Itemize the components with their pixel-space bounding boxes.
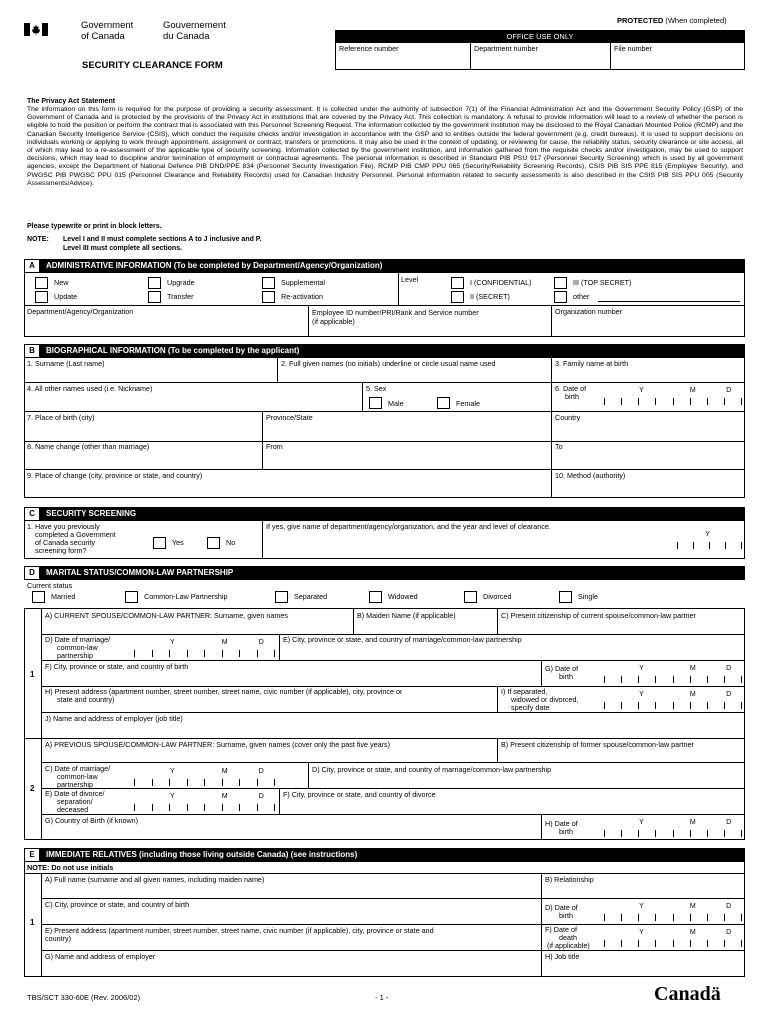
date-digit-tick [274, 779, 275, 786]
female-checkbox[interactable] [437, 397, 450, 409]
date-digit-tick [204, 779, 205, 786]
date-m-label: M [221, 639, 228, 646]
date-digit-tick [673, 398, 674, 405]
date-y-label: Y [639, 665, 644, 672]
date-digit-tick [707, 676, 708, 683]
date-digit-tick [604, 398, 605, 405]
country-field[interactable]: Country [555, 413, 581, 422]
date-d-label: D [726, 929, 732, 936]
dept-org-field[interactable]: Department/Agency/Organization [27, 307, 134, 316]
date-d-label: D [726, 665, 732, 672]
dob-label: 6. Date of birth [555, 384, 587, 401]
relative-dob-label: D) Date of birth [545, 903, 578, 920]
divorce-place-field[interactable]: F) City, province or state, and country of divorce [283, 790, 436, 799]
date-digit-tick [673, 940, 674, 947]
date-digit-tick [690, 830, 691, 837]
date-digit-tick [169, 779, 170, 786]
section-e-header: E IMMEDIATE RELATIVES (including those living outside Canada) (see instructions) [24, 848, 745, 862]
relative-name-field[interactable]: A) Full name (surname and all given names, including maiden name) [45, 875, 265, 884]
date-digit-tick [621, 676, 622, 683]
relative-employer-field[interactable]: G) Name and address of employer [45, 952, 156, 961]
current-marriage-place-field[interactable]: E) City, province or state, and country of marriage/common-law partnership [283, 635, 522, 644]
date-digit-tick [690, 398, 691, 405]
separation-date-field[interactable] [600, 688, 745, 710]
date-digit-tick [239, 804, 240, 811]
date-digit-tick [655, 398, 656, 405]
relative-death-date-label: F) Date of death (if applicable) [545, 925, 590, 950]
date-digit-tick [604, 830, 605, 837]
date-digit-tick [204, 650, 205, 657]
male-checkbox[interactable] [369, 397, 382, 409]
date-digit-tick [709, 542, 710, 549]
date-y-label: Y [639, 929, 644, 936]
date-digit-tick [690, 676, 691, 683]
date-digit-tick [638, 676, 639, 683]
section-b-header: B BIOGRAPHICAL INFORMATION (To be completed by the applicant) [24, 344, 745, 358]
date-digit-tick [638, 830, 639, 837]
canada-wordmark: Canadä [654, 983, 721, 1005]
current-dob-label: G) Date of birth [545, 664, 579, 681]
relative-birthplace-field[interactable]: C) City, province or state, and country of birth [45, 900, 190, 909]
surname-field[interactable]: 1. Surname (Last name) [27, 359, 105, 368]
relative-dob-date-field[interactable] [600, 900, 745, 922]
current-spouse-name-field[interactable]: A) CURRENT SPOUSE/COMMON-LAW PARTNER: Surname, given names [45, 611, 288, 620]
previous-marriage-date-field[interactable] [130, 765, 278, 787]
date-digit-tick [741, 398, 742, 405]
date-digit-tick [724, 398, 725, 405]
current-marriage-date-label: D) Date of marriage/ common-law partnership [45, 635, 111, 660]
date-digit-tick [655, 676, 656, 683]
previous-citizenship-field[interactable]: B) Present citizenship of former spouse/common-law partner [501, 740, 694, 749]
previous-marriage-place-field[interactable]: D) City, province or state, and country of marriage/common-law partnership [312, 765, 552, 774]
department-number-field[interactable]: Department number [474, 44, 538, 53]
to-field[interactable]: To [555, 442, 563, 451]
date-digit-tick [673, 676, 674, 683]
date-digit-tick [741, 914, 742, 921]
current-marriage-date-field[interactable] [130, 636, 278, 658]
date-d-label: D [258, 768, 264, 775]
canada-flag-logo [24, 23, 48, 36]
date-digit-tick [741, 702, 742, 709]
previous-spouse-name-field[interactable]: A) PREVIOUS SPOUSE/COMMON-LAW PARTNER: Surname, given names (cover only the past five years) [45, 740, 390, 749]
other-checkbox[interactable] [554, 291, 567, 303]
date-d-label: D [726, 691, 732, 698]
widowed-checkbox[interactable] [369, 591, 382, 603]
date-digit-tick [134, 804, 135, 811]
divorced-checkbox[interactable] [464, 591, 477, 603]
section-c-header: C SECURITY SCREENING [24, 507, 745, 521]
form-number: TBS/SCT 330-60E (Rev. 2006/02) [27, 993, 141, 1002]
date-digit-tick [638, 940, 639, 947]
separated-checkbox[interactable] [275, 591, 288, 603]
typewrite-instruction: Please typewrite or print in block letters. [27, 223, 162, 230]
confidential-checkbox[interactable] [451, 277, 464, 289]
date-digit-tick [604, 702, 605, 709]
government-en: Government of Canada [81, 20, 134, 42]
supplemental-checkbox[interactable] [262, 277, 275, 289]
date-digit-tick [655, 702, 656, 709]
date-digit-tick [604, 676, 605, 683]
date-digit-tick [741, 542, 742, 549]
employee-id-field[interactable]: Employee ID number/PRI/Rank and Service number (if applicable) [312, 308, 479, 326]
privacy-heading: The Privacy Act Statement [27, 98, 116, 105]
new-checkbox[interactable] [35, 277, 48, 289]
relative-job-title-field[interactable]: H) Job title [545, 952, 580, 961]
protected-label: PROTECTED (When completed) [617, 16, 727, 25]
place-of-birth-field[interactable]: 7. Place of birth (city) [27, 413, 95, 422]
date-m-label: M [689, 665, 696, 672]
date-digit-tick [724, 702, 725, 709]
reference-number-field[interactable]: Reference number [339, 44, 399, 53]
clearance-year-field[interactable] [673, 528, 745, 550]
date-digit-tick [724, 940, 725, 947]
note-label: NOTE: [27, 236, 49, 243]
update-checkbox[interactable] [35, 291, 48, 303]
date-digit-tick [604, 940, 605, 947]
method-field[interactable]: 10. Method (authority) [555, 471, 626, 480]
date-digit-tick [707, 830, 708, 837]
current-address-field[interactable]: H) Present address (apartment number, street number, street name, civic number (if applicable), city, province or state and country) [45, 687, 403, 704]
date-digit-tick [693, 542, 694, 549]
date-d-label: D [258, 793, 264, 800]
date-m-label: M [689, 691, 696, 698]
date-digit-tick [707, 702, 708, 709]
married-checkbox[interactable] [32, 591, 45, 603]
screening-yes-checkbox[interactable] [153, 537, 166, 549]
date-digit-tick [655, 830, 656, 837]
date-digit-tick [655, 940, 656, 947]
secret-checkbox[interactable] [451, 291, 464, 303]
date-digit-tick [257, 804, 258, 811]
date-digit-tick [655, 914, 656, 921]
date-digit-tick [707, 940, 708, 947]
date-digit-tick [222, 804, 223, 811]
date-y-label: Y [639, 691, 644, 698]
file-number-field[interactable]: File number [614, 44, 652, 53]
date-d-label: D [258, 639, 264, 646]
date-digit-tick [274, 650, 275, 657]
date-digit-tick [621, 702, 622, 709]
date-digit-tick [239, 650, 240, 657]
date-digit-tick [621, 914, 622, 921]
form-title: SECURITY CLEARANCE FORM [82, 60, 223, 71]
date-digit-tick [187, 650, 188, 657]
date-d-label: D [726, 819, 732, 826]
date-digit-tick [638, 398, 639, 405]
date-m-label: M [689, 929, 696, 936]
family-name-birth-field[interactable]: 3. Family name at birth [555, 359, 629, 368]
date-digit-tick [638, 702, 639, 709]
previous-country-birth-field[interactable]: G) Country of Birth (if known) [45, 816, 139, 825]
date-m-label: M [689, 903, 696, 910]
date-digit-tick [257, 650, 258, 657]
date-digit-tick [134, 779, 135, 786]
no-initials-note: NOTE: Do not use initials [27, 863, 114, 872]
date-digit-tick [152, 779, 153, 786]
date-digit-tick [604, 914, 605, 921]
upgrade-checkbox[interactable] [148, 277, 161, 289]
date-digit-tick [741, 830, 742, 837]
relationship-field[interactable]: B) Relationship [545, 875, 594, 884]
date-digit-tick [638, 914, 639, 921]
from-field[interactable]: From [266, 442, 283, 451]
date-digit-tick [741, 676, 742, 683]
given-names-field[interactable]: 2. Full given names (no initials) underline or circle usual name used [281, 359, 496, 368]
divorce-date-field[interactable] [130, 790, 278, 812]
current-citizenship-field[interactable]: C) Present citizenship of current spouse/common-law partner [501, 611, 696, 620]
date-digit-tick [621, 940, 622, 947]
name-change-field[interactable]: 8. Name change (other than marriage) [27, 442, 150, 451]
previous-screening-question: 1. Have you previously completed a Government of Canada security screening form? [27, 522, 116, 555]
section-a-header: A ADMINISTRATIVE INFORMATION (To be completed by Department/Agency/Organization) [24, 259, 745, 273]
date-digit-tick [152, 650, 153, 657]
previous-marriage-date-label: C) Date of marriage/ common-law partnership [45, 764, 111, 789]
date-y-label: Y [639, 903, 644, 910]
date-digit-tick [187, 804, 188, 811]
date-digit-tick [690, 940, 691, 947]
date-digit-tick [621, 830, 622, 837]
other-line[interactable] [598, 301, 740, 302]
date-digit-tick [724, 830, 725, 837]
date-digit-tick [274, 804, 275, 811]
note-line-1: Level I and II must complete sections A to J inclusive and P. [63, 236, 262, 243]
date-y-label: Y [169, 768, 175, 775]
date-y-label: Y [639, 819, 644, 826]
date-m-label: M [689, 387, 696, 394]
date-digit-tick [134, 650, 135, 657]
relative-address-field[interactable]: E) Present address (apartment number, street number, street name, civic number (if applicable), city, province or state and country) [45, 926, 434, 943]
relative-death-date-field[interactable] [600, 926, 745, 948]
previous-clearance-field[interactable]: If yes, give name of department/agency/organization, and the year and level of clearance. [266, 522, 551, 531]
date-m-label: M [221, 768, 228, 775]
date-m-label: M [689, 819, 696, 826]
previous-dob-date-field[interactable] [600, 816, 745, 838]
screening-no-checkbox[interactable] [207, 537, 220, 549]
province-field[interactable]: Province/State [266, 413, 313, 422]
separation-date-label: I) If separated, widowed or divorced, specify date [501, 687, 579, 712]
date-digit-tick [677, 542, 678, 549]
transfer-checkbox[interactable] [148, 291, 161, 303]
place-of-change-field[interactable]: 9. Place of change (city, province or state, and country) [27, 471, 203, 480]
date-digit-tick [725, 542, 726, 549]
date-digit-tick [169, 804, 170, 811]
date-y-label: Y [169, 793, 175, 800]
privacy-statement: The information on this form is required for the purpose of providing a security assessment. It is collected under the authority of subsection 7(1) of the Financial Administration Act and the Government Security Policy (GSP) of the Government of Canada and is protected by the provisions of the Privacy Act in institutions that are covered by the Privacy Act. This collection is mandatory. A refusal to provide information will lead to a review of whether the person is eligible to hold the position or perform the contract that is associated with this Personnel Screening Request. The information collected by the government institution may be disclosed to the Royal Canadian Mounted Police (RCMP) and the Canadian Security Intelligence Service (CSIS), which conduct the requisite checks and/or investigation in accordance with the GSP and to entities outside the federal government (e.g. credit bureaus). It is used to support decisions on individuals working or applying to work through appointment, assignment or contract, transfers or promotions. It may also be used in the context of updating, or reviewing for cause, the reliability status, security clearance or site access, all of which may lead to a re-assessment of the applicable type of security screening. Information collected by the government institution, and information gathered from the requisite checks and/or investigation, may be used to support decisions, which may lead to discipline and/or termination of employment or contractual agreements. The personal information is described in Standard PIB PSU 917 (Personnel Security Screening) which is used by all government agencies, except the Department of National Defence PIB DND/PPE 834 (Personnel Security Investigation File), RCMP PIB CMP PPU 065 (Security/Reliability Screening Records), CSIS PIB SIS PPE 815 (Employee Security), and PWGSC PIB PWGSC PPU 015 (Personnel Clearance and Reliability Records) used for Canadian Industry Personnel. Personal information related to security assessments is also described in the CSIS PIB SIS PPU 005 (Security Assessments/Advice). [27, 106, 743, 187]
divorce-date-label: E) Date of divorce/ separation/ deceased [45, 789, 105, 814]
date-y-label: Y [705, 531, 711, 538]
date-y-label: Y [639, 387, 644, 394]
top-secret-checkbox[interactable] [554, 277, 567, 289]
date-digit-tick [152, 804, 153, 811]
date-digit-tick [690, 702, 691, 709]
date-digit-tick [724, 676, 725, 683]
current-birthplace-field[interactable]: F) City, province or state, and country of birth [45, 662, 189, 671]
date-digit-tick [741, 940, 742, 947]
section-d-header: D MARITAL STATUS/COMMON-LAW PARTNERSHIP [24, 566, 745, 580]
date-y-label: Y [169, 639, 175, 646]
date-digit-tick [673, 702, 674, 709]
current-maiden-name-field[interactable]: B) Maiden Name (if applicable) [357, 611, 456, 620]
current-employer-field[interactable]: J) Name and address of employer (job title) [45, 714, 183, 723]
date-digit-tick [222, 650, 223, 657]
date-digit-tick [673, 830, 674, 837]
date-digit-tick [169, 650, 170, 657]
government-fr: Gouvernement du Canada [163, 20, 226, 42]
note-line-2: Level III must complete all sections. [63, 245, 183, 252]
date-digit-tick [204, 804, 205, 811]
commonlaw-checkbox[interactable] [125, 591, 138, 603]
single-checkbox[interactable] [559, 591, 572, 603]
date-digit-tick [621, 398, 622, 405]
date-d-label: D [726, 387, 732, 394]
date-digit-tick [690, 914, 691, 921]
date-digit-tick [257, 779, 258, 786]
date-digit-tick [239, 779, 240, 786]
org-number-field[interactable]: Organization number [555, 307, 623, 316]
dob-date-field[interactable] [600, 384, 745, 406]
page-number: - 1 - [375, 993, 389, 1002]
previous-dob-label: H) Date of birth [545, 819, 578, 836]
other-names-field[interactable]: 4. All other names used (i.e. Nickname) [27, 384, 153, 393]
current-dob-date-field[interactable] [600, 662, 745, 684]
date-d-label: D [726, 903, 732, 910]
date-digit-tick [222, 779, 223, 786]
date-digit-tick [724, 914, 725, 921]
office-use-bar: OFFICE USE ONLY [335, 30, 745, 43]
date-m-label: M [221, 793, 228, 800]
reactivation-checkbox[interactable] [262, 291, 275, 303]
date-digit-tick [707, 398, 708, 405]
date-digit-tick [707, 914, 708, 921]
date-digit-tick [673, 914, 674, 921]
date-digit-tick [187, 779, 188, 786]
